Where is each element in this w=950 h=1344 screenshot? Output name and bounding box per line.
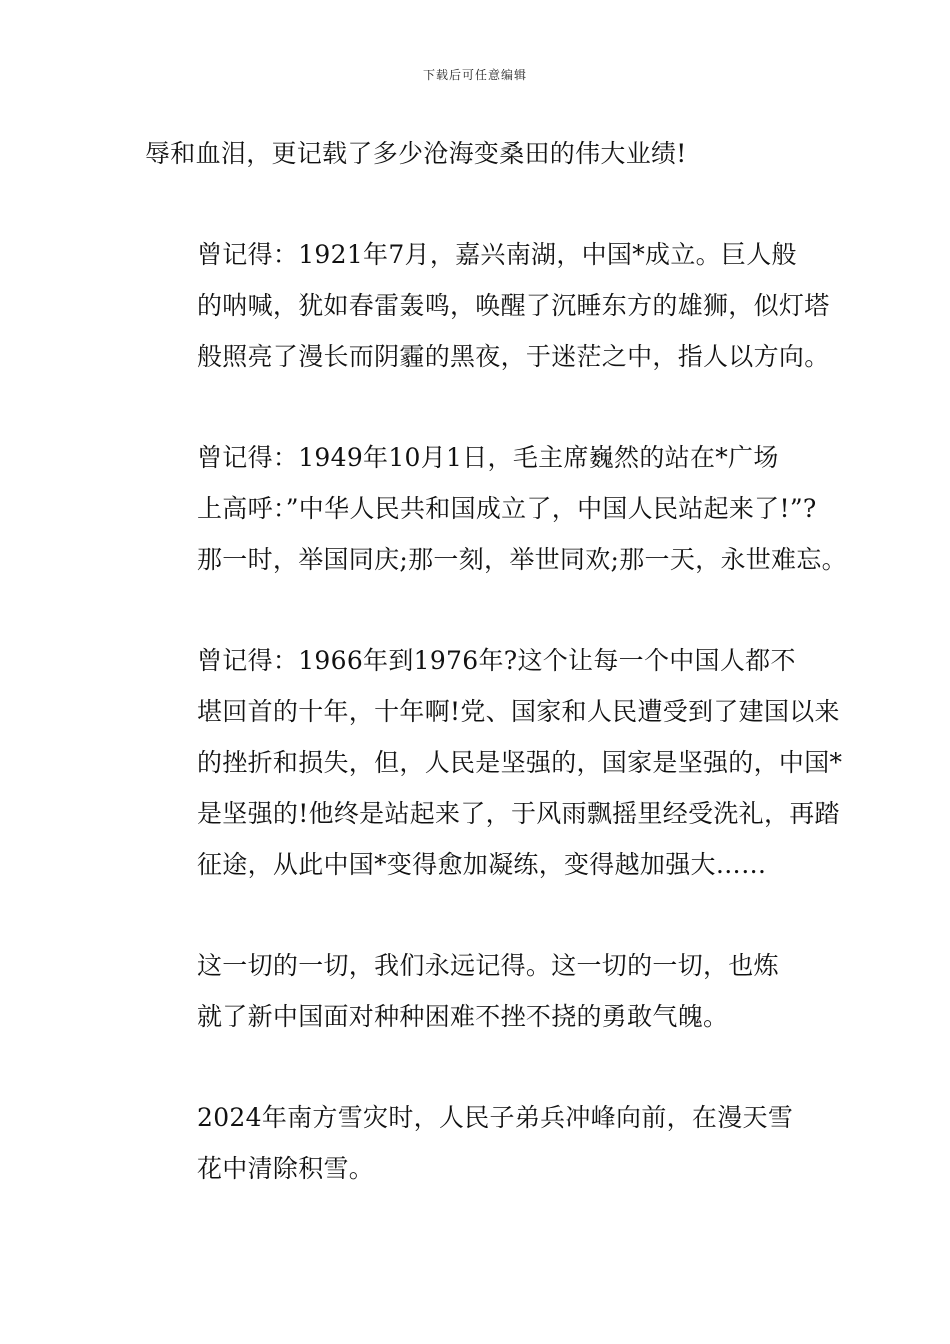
paragraph-1 — [145, 128, 810, 179]
paragraph-line: 这一切的一切，我们永远记得。这一切的一切，也炼 — [197, 951, 779, 980]
paragraph-line: 般照亮了漫长而阴霾的黑夜，于迷茫之中，指人以方向。 — [197, 342, 830, 371]
paragraph-2 — [145, 229, 830, 382]
paragraph-6 — [145, 1092, 810, 1194]
paragraph-line: 辱和血泪，更记载了多少沧海变桑田的伟大业绩! — [145, 139, 687, 168]
paragraph-line: 的挫折和损失，但，人民是坚强的，国家是坚强的，中国* — [197, 748, 843, 777]
paragraph-3 — [145, 432, 847, 585]
paragraph-line: 曾记得：1921年7月，嘉兴南湖，中国*成立。巨人般 — [197, 240, 797, 269]
paragraph-line: 曾记得：1949年10月1日，毛主席巍然的站在*广场 — [197, 443, 779, 472]
paragraph-line: 花中清除积雪。 — [197, 1154, 375, 1183]
paragraph-line: 那一时，举国同庆;那一刻，举世同欢;那一天，永世难忘。 — [197, 545, 847, 574]
paragraph-line: 征途，从此中国*变得愈加凝练，变得越加强大…… — [197, 850, 767, 879]
paragraph-4 — [145, 635, 843, 890]
paragraph-line: 曾记得：1966年到1976年?这个让每一个中国人都不 — [197, 646, 796, 675]
paragraph-line: 就了新中国面对种种困难不挫不挠的勇敢气魄。 — [197, 1002, 729, 1031]
header-note: 下载后可任意编辑 — [422, 68, 527, 82]
paragraph-line: 是坚强的!他终是站起来了，于风雨飘摇里经受洗礼，再踏 — [197, 799, 840, 828]
paragraph-line: 上高呼：”中华人民共和国成立了，中国人民站起来了!”? — [197, 494, 817, 523]
paragraph-line: 2024年南方雪灾时，人民子弟兵冲峰向前，在漫天雪 — [197, 1103, 794, 1132]
paragraph-5 — [145, 940, 810, 1042]
paragraph-line: 的呐喊，犹如春雷轰鸣，唤醒了沉睡东方的雄狮，似灯塔 — [197, 291, 830, 320]
paragraph-line: 堪回首的十年，十年啊!党、国家和人民遭受到了建国以来 — [197, 697, 840, 726]
document-body — [145, 128, 847, 1244]
